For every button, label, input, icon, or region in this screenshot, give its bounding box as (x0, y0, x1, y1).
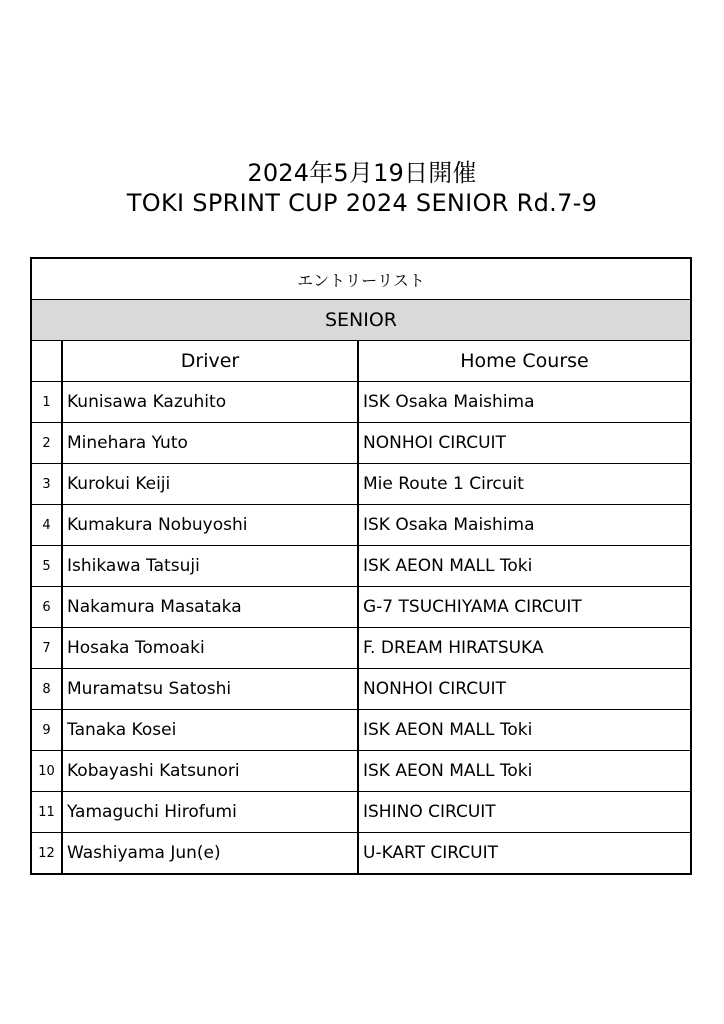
class-row (31, 300, 691, 341)
table-row (31, 710, 691, 751)
table-row (31, 464, 691, 505)
driver-name: Muramatsu Satoshi (62, 669, 358, 710)
table-row (31, 751, 691, 792)
entry-number: 11 (31, 792, 62, 833)
home-course: ISHINO CIRCUIT (358, 792, 691, 833)
driver-name: Yamaguchi Hirofumi (62, 792, 358, 833)
event-date: 2024年5月19日開催 (247, 159, 477, 187)
home-course: NONHOI CIRCUIT (358, 669, 691, 710)
entry-list-table (30, 257, 692, 875)
driver-name: Kurokui Keiji (62, 464, 358, 505)
entry-number: 2 (31, 423, 62, 464)
table-row (31, 423, 691, 464)
entry-number: 10 (31, 751, 62, 792)
home-course: ISK AEON MALL Toki (358, 546, 691, 587)
class-name: SENIOR (31, 300, 691, 341)
home-course: U-KART CIRCUIT (358, 833, 691, 875)
table-row (31, 628, 691, 669)
home-course-column-header: Home Course (358, 341, 691, 382)
entry-rows (31, 382, 691, 875)
driver-column-header: Driver (62, 341, 358, 382)
home-course: ISK AEON MALL Toki (358, 710, 691, 751)
driver-name: Kobayashi Katsunori (62, 751, 358, 792)
entry-list-caption: エントリーリスト (31, 258, 691, 300)
home-course: Mie Route 1 Circuit (358, 464, 691, 505)
entry-number: 8 (31, 669, 62, 710)
home-course: NONHOI CIRCUIT (358, 423, 691, 464)
driver-name: Kunisawa Kazuhito (62, 382, 358, 423)
driver-name: Minehara Yuto (62, 423, 358, 464)
column-header-row (31, 341, 691, 382)
driver-name: Kumakura Nobuyoshi (62, 505, 358, 546)
entry-number: 5 (31, 546, 62, 587)
table-row (31, 382, 691, 423)
table-row (31, 505, 691, 546)
home-course: G-7 TSUCHIYAMA CIRCUIT (358, 587, 691, 628)
table-row (31, 792, 691, 833)
event-title: TOKI SPRINT CUP 2024 SENIOR Rd.7-9 (126, 189, 598, 217)
entry-number: 6 (31, 587, 62, 628)
number-column-header (31, 341, 62, 382)
home-course: F. DREAM HIRATSUKA (358, 628, 691, 669)
home-course: ISK Osaka Maishima (358, 382, 691, 423)
table-row (31, 546, 691, 587)
entry-number: 7 (31, 628, 62, 669)
home-course: ISK AEON MALL Toki (358, 751, 691, 792)
driver-name: Tanaka Kosei (62, 710, 358, 751)
entry-number: 9 (31, 710, 62, 751)
document-header (0, 158, 724, 218)
entry-number: 4 (31, 505, 62, 546)
driver-name: Hosaka Tomoaki (62, 628, 358, 669)
home-course: ISK Osaka Maishima (358, 505, 691, 546)
entry-number: 12 (31, 833, 62, 875)
driver-name: Washiyama Jun(e) (62, 833, 358, 875)
table-caption-row (31, 258, 691, 300)
table-row (31, 669, 691, 710)
driver-name: Ishikawa Tatsuji (62, 546, 358, 587)
entry-number: 3 (31, 464, 62, 505)
table-row (31, 587, 691, 628)
table-row (31, 833, 691, 875)
entry-number: 1 (31, 382, 62, 423)
driver-name: Nakamura Masataka (62, 587, 358, 628)
